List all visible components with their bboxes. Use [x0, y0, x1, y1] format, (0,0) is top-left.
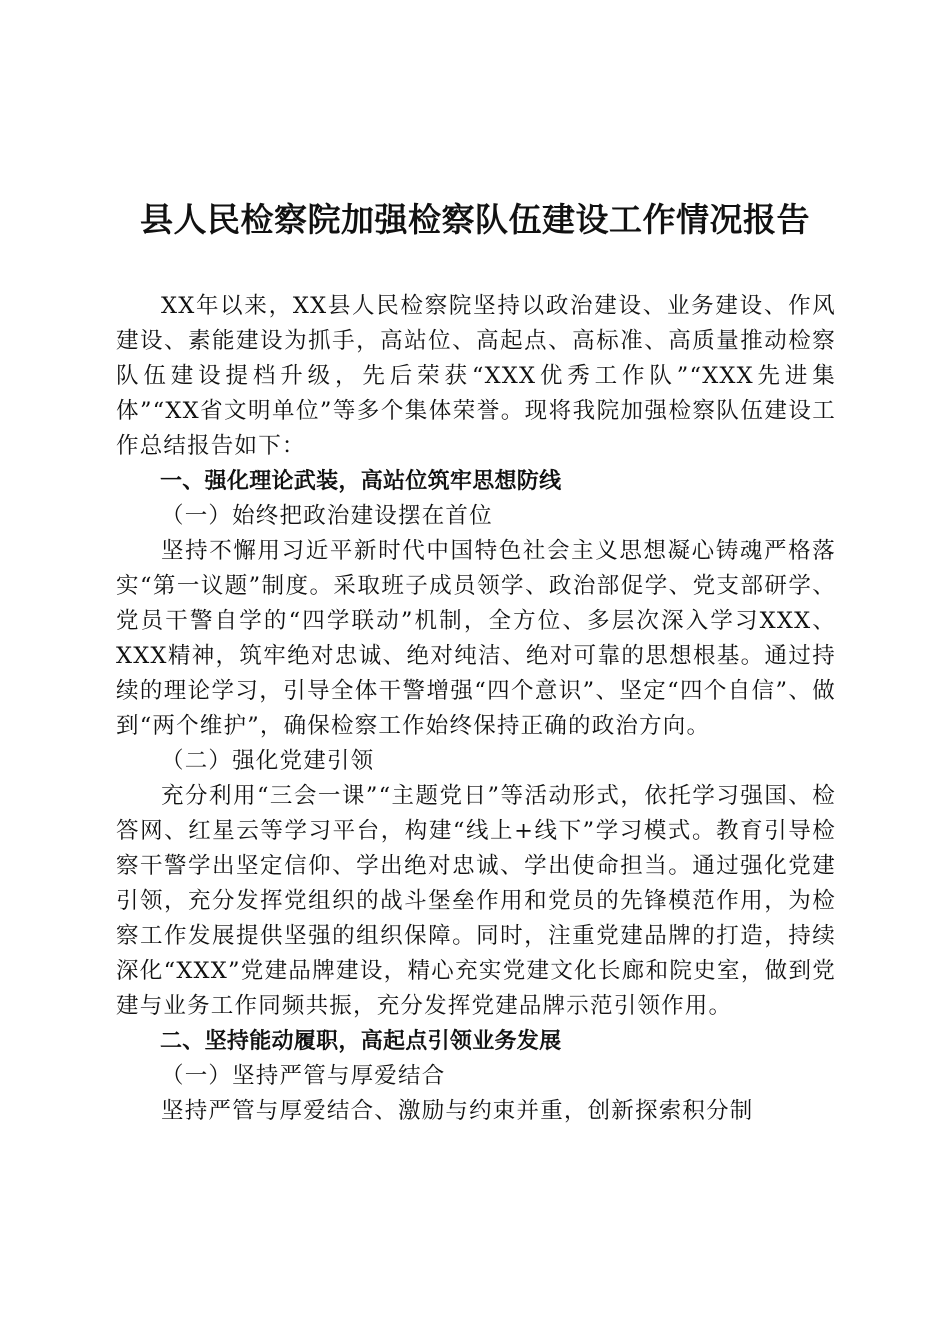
section-2-sub-1-heading: （一）坚持严管与厚爱结合 [161, 1063, 446, 1089]
section-1-sub-1-heading: （一）始终把政治建设摆在首位 [161, 503, 493, 529]
section-2-sub-1-paragraph: 坚持严管与厚爱结合、激励与约束并重，创新探索积分制 [161, 1098, 754, 1124]
section-2-heading: 二、坚持能动履职，高起点引领业务发展 [160, 1029, 562, 1054]
section-1-sub-2-paragraph: 充分利用“三会一课”“主题党日”等活动形式，依托学习强国、检答网、红星云等学习平台，构建“线上+线下”学习模式。教育引导检察干警学出坚定信仰、学出绝对忠诚、学出使命担当。通过强化党建引领，充分发挥党组织的战斗堡垒作用和党员的先锋模范作用，为检察工作发展提供坚强的组织保障。同时，注重党建品牌的打造，持续深化“XXX”党建品牌建设，精心充实党建文化长廊和院史室，做到党建与业务工作同频共振，充分发挥党建品牌示范引领作用。 [116, 783, 836, 1019]
section-1-heading: 一、强化理论武装，高站位筑牢思想防线 [160, 469, 562, 494]
document-body [116, 289, 836, 1129]
section-1-sub-2-heading: （二）强化党建引领 [161, 748, 375, 774]
intro-paragraph: XX年以来，XX县人民检察院坚持以政治建设、业务建设、作风建设、素能建设为抓手，高站位、高起点、高标准、高质量推动检察队伍建设提档升级，先后荣获“XXX优秀工作队”“XXX先进集体”“XX省文明单位”等多个集体荣誉。现将我院加强检察队伍建设工作总结报告如下： [116, 293, 836, 459]
section-1-sub-1-paragraph: 坚持不懈用习近平新时代中国特色社会主义思想凝心铸魂严格落实“第一议题”制度。采取班子成员领学、政治部促学、党支部研学、党员干警自学的“四学联动”机制，全方位、多层次深入学习XXX、XXX精神，筑牢绝对忠诚、绝对纯洁、绝对可靠的思想根基。通过持续的理论学习，引导全体干警增强“四个意识”、坚定“四个自信”、做到“两个维护”，确保检察工作始终保持正确的政治方向。 [116, 538, 836, 739]
document-title: 县人民检察院加强检察队伍建设工作情况报告 [140, 200, 810, 239]
